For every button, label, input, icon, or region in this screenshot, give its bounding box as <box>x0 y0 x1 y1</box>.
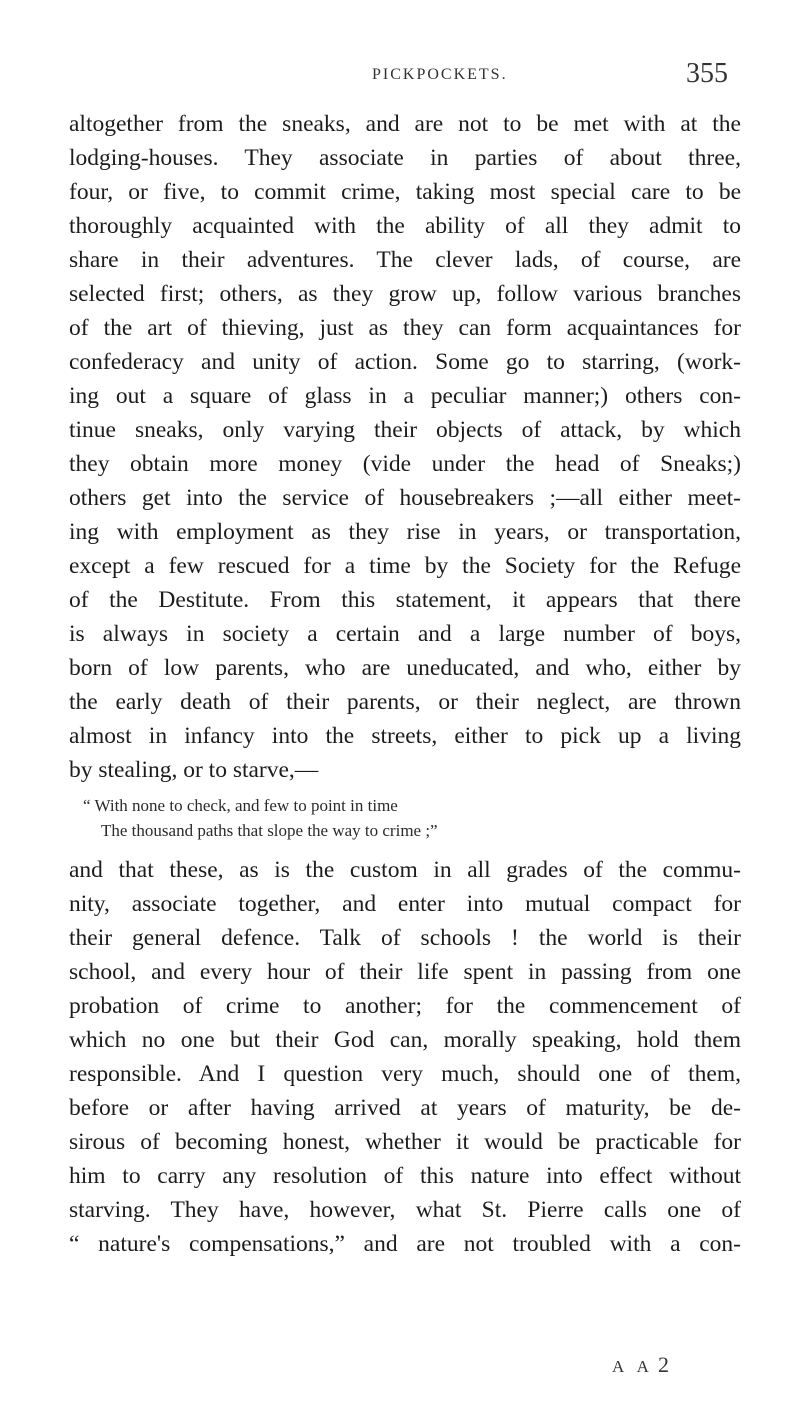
page-number: 355 <box>686 58 728 89</box>
text-line: by stealing, or to starve,— <box>69 757 319 783</box>
running-title: PICKPOCKETS. <box>372 66 508 83</box>
text-line: born of low parents, who are uneducated, and who, either by <box>69 655 741 681</box>
text-line: lodging-houses. They associate in parties of about three, <box>69 145 741 171</box>
text-line: share in their adventures. The clever lads, of course, are <box>69 247 741 273</box>
text-line: ing with employment as they rise in years, or transportation, <box>69 519 741 545</box>
text-line: selected first; others, as they grow up, follow various branches <box>69 281 741 307</box>
body-text <box>69 107 741 1261</box>
text-line: four, or five, to commit crime, taking most special care to be <box>69 179 741 205</box>
text-line: starving. They have, however, what St. Pierre calls one of <box>69 1197 741 1223</box>
text-line: before or after having arrived at years of maturity, be de- <box>69 1095 741 1121</box>
text-line: is always in society a certain and a large number of boys, <box>69 621 741 647</box>
running-head <box>0 58 800 98</box>
text-line: nity, associate together, and enter into mutual compact for <box>69 891 741 917</box>
text-line: thoroughly acquainted with the ability of all they admit to <box>69 213 741 239</box>
paragraph-2 <box>69 853 741 1261</box>
signature-letters: A A <box>612 1357 654 1376</box>
text-line: him to carry any resolution of this nature into effect without <box>69 1163 741 1189</box>
text-line: probation of crime to another; for the commencement of <box>69 993 741 1019</box>
text-line: responsible. And I question very much, should one of them, <box>69 1061 741 1087</box>
text-line: school, and every hour of their life spent in passing from one <box>69 959 741 985</box>
text-line: except a few rescued for a time by the Society for the Refuge <box>69 553 741 579</box>
text-line: which no one but their God can, morally speaking, hold them <box>69 1027 741 1053</box>
text-line: confederacy and unity of action. Some go to starring, (work- <box>69 349 741 375</box>
verse-quotation <box>69 793 741 843</box>
paragraph-1 <box>69 107 741 787</box>
text-line: others get into the service of housebreakers ;—all either meet- <box>69 485 741 511</box>
text-line: altogether from the sneaks, and are not to be met with at the <box>69 111 741 137</box>
text-line: and that these, as is the custom in all grades of the commu- <box>69 857 741 883</box>
text-line: sirous of becoming honest, whether it would be practicable for <box>69 1129 741 1155</box>
text-line: ing out a square of glass in a peculiar manner;) others con- <box>69 383 741 409</box>
text-line: of the Destitute. From this statement, it appears that there <box>69 587 741 613</box>
text-line: the early death of their parents, or their neglect, are thrown <box>69 689 741 715</box>
quote-line: “ With none to check, and few to point in time <box>83 796 398 815</box>
text-line: tinue sneaks, only varying their objects of attack, by which <box>69 417 741 443</box>
text-line: their general defence. Talk of schools ! the world is their <box>69 925 741 951</box>
text-line: almost in infancy into the streets, either to pick up a living <box>69 723 741 749</box>
text-line: of the art of thieving, just as they can form acquaintances for <box>69 315 741 341</box>
quote-line: The thousand paths that slope the way to crime ;” <box>101 821 438 840</box>
printer-signature-mark <box>612 1352 669 1378</box>
signature-number: 2 <box>657 1352 669 1377</box>
text-line: “ nature's compensations,” and are not troubled with a con- <box>69 1231 741 1257</box>
text-line: they obtain more money (vide under the head of Sneaks;) <box>69 451 741 477</box>
